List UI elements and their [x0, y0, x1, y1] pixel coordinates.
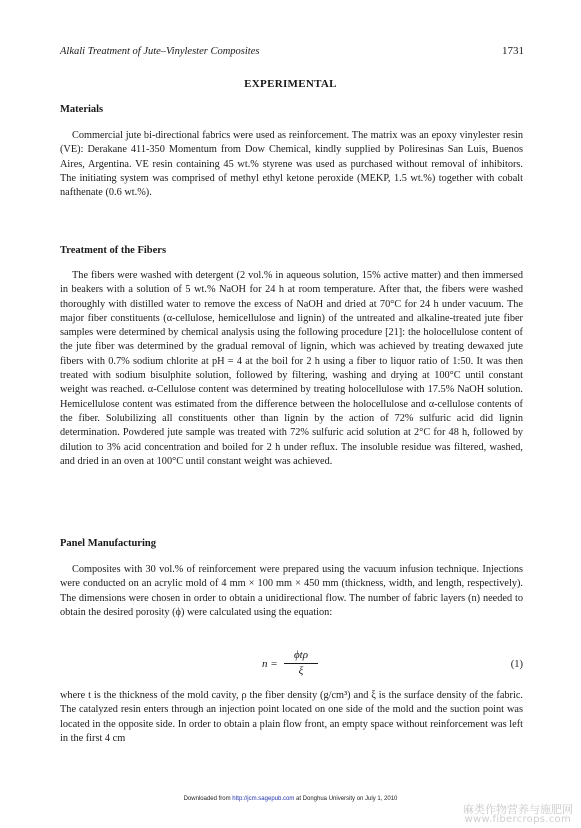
panel-heading: Panel Manufacturing — [60, 538, 156, 549]
footer-link[interactable]: http://jcm.sagepub.com — [232, 796, 295, 802]
equation-1 — [0, 647, 581, 681]
section-title: EXPERIMENTAL — [244, 78, 337, 90]
materials-paragraph: Commercial jute bi-directional fabrics were used as reinforcement. The matrix was an epoxy vinylester resin (VE): Derakane 411-350 Momentum from Dow Chemical, kindly supplied by Poliresinas San Luis, Buenos Aires, Argentina. VE resin containing 45 wt.% styrene was used as purchased without removal of inhibitors. The initiating system was comprised of methyl ethyl ketone peroxide (MEKP, 1.5 wt.%) together with cobalt nafthenate (0.6 wt.%). — [60, 130, 523, 199]
equation-number: (1) — [510, 659, 523, 670]
treatment-paragraph: The fibers were washed with detergent (2 vol.% in aqueous solution, 15% active matter) and then immersed in beakers with a solution of 5 wt.% NaOH for 24 h at room temperature. After that, the fibers were washed thoroughly with distilled water to remove the excess of NaOH and dried at 70°C for 24 h under vacuum. The major fiber constituents (α-cellulose, hemicellulose and lignin) of the untreated and alkaline-treated jute fiber samples were determined by chemical analysis using the following procedure [21]: the holocellulose content of the jute fiber was determined by the gradual removal of lignin, which was achieved by treating dewaxed jute fibers with 0.7% sodium chlorite at pH = 4 at the boil for 2 h using a fiber to liquor ratio of 1:50. It was then treated with sodium bisulphite solution, followed by filtering, washing and drying at 100°C until constant weight was reached. α-Cellulose content was determined by treating holocellulose with 17.5% NaOH solution. Hemicellulose content was estimated from the difference between the holocellulose and α-cellulose contents of the fiber. Solubilizing all constituents other than lignin by the action of 72% sulfuric acid did lignin determination. Powdered jute sample was treated with 72% sulfuric acid solution at 2°C for 48 h, followed by dilution to 3% acid concentration and boiled for 2 h under reflux. The insoluble residue was filtered, washed, and dried in an oven at 100°C until constant weight was achieved. — [60, 270, 523, 467]
watermark-chinese: 麻类作物营养与施肥网 — [463, 803, 573, 816]
equation-denominator: ξ — [298, 665, 304, 677]
treatment-heading: Treatment of the Fibers — [60, 245, 167, 256]
materials-heading: Materials — [60, 104, 104, 115]
panel-paragraph-1: Composites with 30 vol.% of reinforcement were prepared using the vacuum infusion technique. Injections were conducted on an acrylic mold of 4 mm × 100 mm × 450 mm (thickness, width, and length, respectively). The dimensions were chosen in order to obtain a unidirectional flow. The number of fabric layers (n) needed to obtain the desired porosity (ϕ) were calculated using the equation: — [60, 564, 523, 618]
footer-prefix: Downloaded from — [183, 796, 233, 802]
equation-fraction — [284, 649, 318, 678]
watermark-url: www.fibercrops.com — [464, 814, 571, 825]
running-title: Alkali Treatment of Jute–Vinylester Composites — [60, 46, 260, 57]
equation-numerator: ϕtρ — [284, 649, 318, 664]
panel-paragraph-2: where t is the thickness of the mold cavity, ρ the fiber density (g/cm³) and ξ is the surface density of the fabric. The catalyzed resin enters through an injection point located on one side of the mold and the suction point was located in the opposite side. In order to obtain a plain flow front, an empty space without reinforcement was left in the first 4 cm — [60, 690, 523, 744]
equation-lhs: n = — [262, 658, 278, 670]
page-number: 1731 — [502, 45, 524, 57]
footer-suffix: at Donghua University on July 1, 2010 — [294, 796, 398, 802]
